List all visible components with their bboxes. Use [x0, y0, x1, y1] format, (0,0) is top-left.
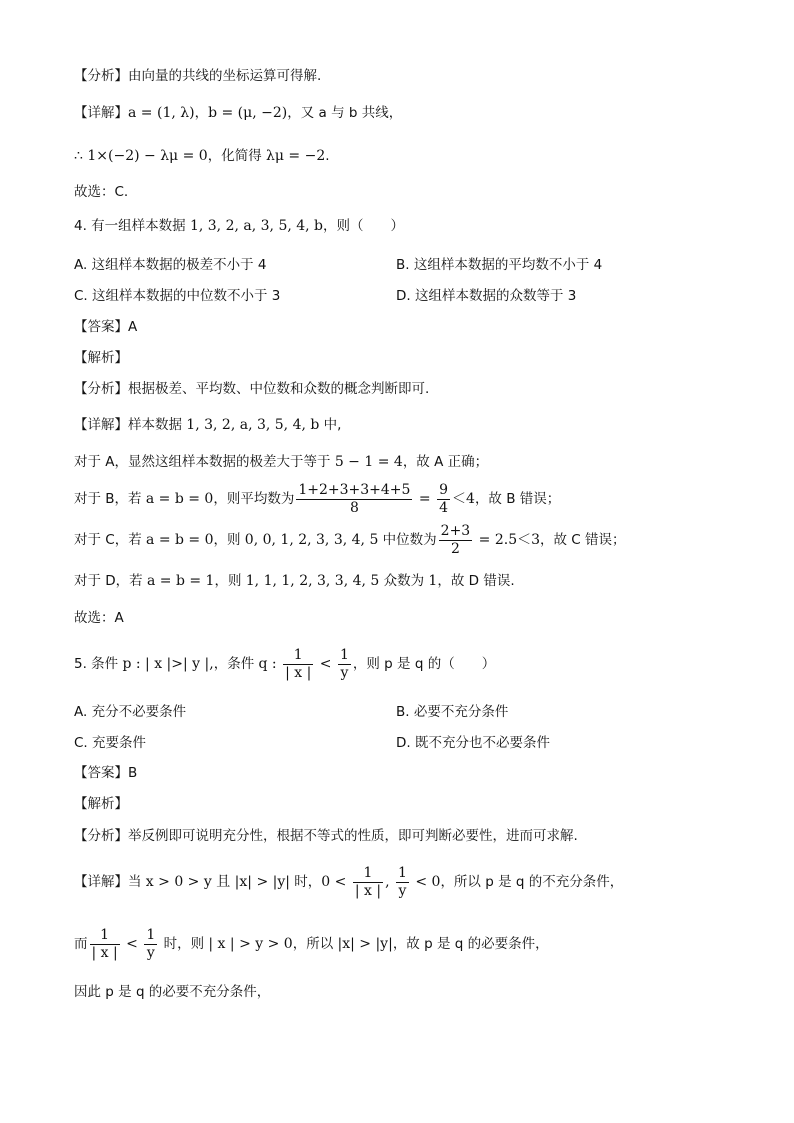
q5-stem-mid: ，条件 [213, 656, 259, 672]
detail-line-1 [74, 103, 402, 123]
q5-option-c: C. 充要条件 [74, 735, 147, 751]
q4-mean-numerator-2: 9 [439, 481, 449, 498]
vector-a: a = (1, λ) [128, 105, 195, 121]
q5-nec-prefix: 而 [74, 936, 88, 952]
q4-line-a-suffix: ，故 A 正确； [402, 454, 489, 470]
q4-option-b: B. 这组样本数据的平均数不小于 4 [396, 257, 603, 273]
q5-nec-suffix: ，故 p 是 q 的必要条件， [392, 936, 549, 952]
q4-mean-equals: = [414, 491, 436, 507]
equation-result: λμ = −2 [266, 148, 326, 164]
q5-detail-den-2: y [398, 882, 407, 899]
q4-line-c-mid2: 中位数为 [378, 532, 437, 548]
q5-nec-den-1: | x | [91, 944, 118, 961]
q4-line-d-mode: 1 [428, 573, 438, 589]
q4-median-tail: = 2.5＜3 [474, 532, 541, 548]
q4-mean-denominator: 8 [349, 499, 359, 516]
q4-option-d: D. 这组样本数据的众数等于 3 [396, 288, 577, 304]
q4-answer: 故选：A [74, 610, 124, 626]
q4-line-a-eq: 5 − 1 = 4 [334, 454, 403, 470]
analysis-text-1: 【分析】由向量的共线的坐标运算可得解. [74, 68, 322, 84]
equation-mid: ，化简得 [207, 148, 266, 164]
q5-detail-mid: 时， [289, 874, 322, 890]
q4-stem-suffix: ，则（ ） [323, 218, 405, 234]
q5-detail-fraction-1 [353, 865, 383, 900]
q5-detail-num-2: 1 [397, 864, 407, 881]
q4-line-c-data: 0, 0, 1, 2, 3, 3, 4, 5 [244, 532, 379, 548]
q5-nec-cond: | x | > y > 0 [208, 936, 293, 952]
q4-jiexi-tag: 【解析】 [74, 350, 128, 366]
q5-nec-mid: 时，则 [159, 936, 209, 952]
q5-detail-den-1: | x | [354, 882, 382, 899]
q4-mean-fraction-2 [437, 482, 450, 517]
q4-median-fraction [439, 523, 473, 558]
q5-detail-num-1: 1 [353, 865, 383, 883]
q5-fraction-2 [338, 647, 351, 682]
q4-stem-prefix: 4. 有一组样本数据 [74, 218, 190, 234]
q4-data: 1, 3, 2, a, 3, 5, 4, b [189, 218, 324, 234]
q4-mean-denominator-2: 4 [439, 499, 449, 516]
q5-nec-fraction-1 [90, 927, 120, 962]
q5-answer-tag: 【答案】B [74, 765, 138, 781]
q4-line-c-mid: ，则 [213, 532, 245, 548]
q4-line-d-cond: a = b = 1 [146, 573, 215, 589]
q5-option-b: B. 必要不充分条件 [396, 704, 509, 720]
q4-mean-fraction [296, 482, 412, 517]
q4-detail-prefix: 【详解】样本数据 [74, 417, 187, 433]
q5-nec-mid2: ，所以 [292, 936, 338, 952]
q5-detail-cond: x > 0 > y 且 |x| > |y| [145, 874, 290, 890]
q4-line-c-suffix: ，故 C 错误； [540, 532, 626, 548]
q5-option-a: A. 充分不必要条件 [74, 704, 187, 720]
answer-line-1: 故选：C. [74, 184, 129, 200]
q4-line-a [74, 452, 488, 472]
q5-nec-cond-2: |x| > |y| [337, 936, 393, 952]
q5-stem [74, 645, 495, 683]
q4-line-a-prefix: 对于 A，显然这组样本数据的极差大于等于 [74, 454, 335, 470]
q4-line-b [74, 481, 560, 517]
collinear-text: ，又 a 与 b 共线， [287, 105, 403, 121]
q4-line-b-mid: ，则平均数为 [213, 491, 295, 507]
q5-analysis: 【分析】举反例即可说明充分性，根据不等式的性质，即可判断必要性，进而可求解. [74, 828, 578, 844]
q4-line-d-data: 1, 1, 1, 2, 3, 3, 4, 5 [245, 573, 380, 589]
q4-line-c-prefix: 对于 C，若 [74, 532, 147, 548]
q4-mean-numerator: 1+2+3+3+4+5 [298, 481, 411, 498]
q4-median-numerator: 2+3 [440, 522, 471, 539]
separator: ， [194, 105, 209, 121]
q5-nec-num-1: 1 [90, 927, 120, 945]
q5-conclusion: 因此 p 是 q 的必要不充分条件， [74, 984, 271, 1000]
q5-cond-q: q : [258, 656, 282, 672]
q4-detail-suffix: 中, [319, 417, 342, 433]
q5-necessity [74, 924, 549, 964]
q4-detail [74, 415, 341, 435]
q5-stem-prefix: 5. 条件 [74, 656, 123, 672]
q5-nec-num-2: 1 [146, 926, 156, 943]
q5-den-1: | x | [285, 664, 312, 681]
q5-den-2: y [340, 664, 349, 681]
q4-line-b-suffix: ，故 B 错误； [474, 491, 561, 507]
q5-num-2: 1 [339, 646, 349, 663]
equation-line [74, 146, 330, 166]
vector-b: b = (μ, −2) [208, 105, 288, 121]
q4-mean-tail: ＜4 [452, 491, 475, 507]
q4-median-denominator: 2 [450, 540, 460, 557]
q4-line-d-mid2: 众数为 [379, 573, 429, 589]
equation-prefix: ∴ 1×(−2) − λμ = 0 [74, 148, 208, 164]
q4-line-b-cond: a = b = 0 [145, 491, 214, 507]
q5-jiexi-tag: 【解析】 [74, 796, 128, 812]
q4-line-c [74, 522, 626, 558]
q4-line-d-prefix: 对于 D，若 [74, 573, 147, 589]
q4-detail-data: 1, 3, 2, a, 3, 5, 4, b [186, 417, 320, 433]
q5-nec-den-2: y [146, 944, 155, 961]
q5-lt: < [315, 656, 336, 672]
q5-detail-lt0: < 0 [410, 874, 441, 890]
q5-detail-comma: , [385, 874, 394, 890]
q5-detail-prefix: 【详解】当 [74, 874, 146, 890]
q4-analysis: 【分析】根据极差、平均数、中位数和众数的概念判断即可. [74, 381, 430, 397]
q5-stem-suffix: ，则 p 是 q 的（ ） [352, 656, 496, 672]
q5-fraction-1 [283, 647, 313, 682]
q4-line-d [74, 571, 515, 591]
q5-detail [74, 862, 623, 902]
detail-tag: 【详解】 [74, 105, 128, 121]
q5-nec-fraction-2 [144, 927, 157, 962]
q5-num-1: 1 [283, 647, 313, 665]
q4-option-c: C. 这组样本数据的中位数不小于 3 [74, 288, 281, 304]
q5-nec-lt: < [121, 936, 143, 952]
q5-detail-fraction-2 [396, 865, 409, 900]
equation-end: . [325, 148, 330, 164]
q4-line-c-cond: a = b = 0 [146, 532, 214, 548]
q4-stem [74, 216, 404, 236]
q5-cond-p: p : | x |>| y |, [122, 656, 214, 672]
q5-detail-suffix: ，所以 p 是 q 的不充分条件， [440, 874, 624, 890]
q5-option-d: D. 既不充分也不必要条件 [396, 735, 550, 751]
q4-line-b-prefix: 对于 B，若 [74, 491, 146, 507]
q5-detail-zero: 0 < [321, 874, 351, 890]
q4-option-a: A. 这组样本数据的极差不小于 4 [74, 257, 267, 273]
q4-line-d-suffix: ，故 D 错误. [437, 573, 515, 589]
q4-line-d-mid: ，则 [214, 573, 246, 589]
q4-answer-tag: 【答案】A [74, 319, 138, 335]
